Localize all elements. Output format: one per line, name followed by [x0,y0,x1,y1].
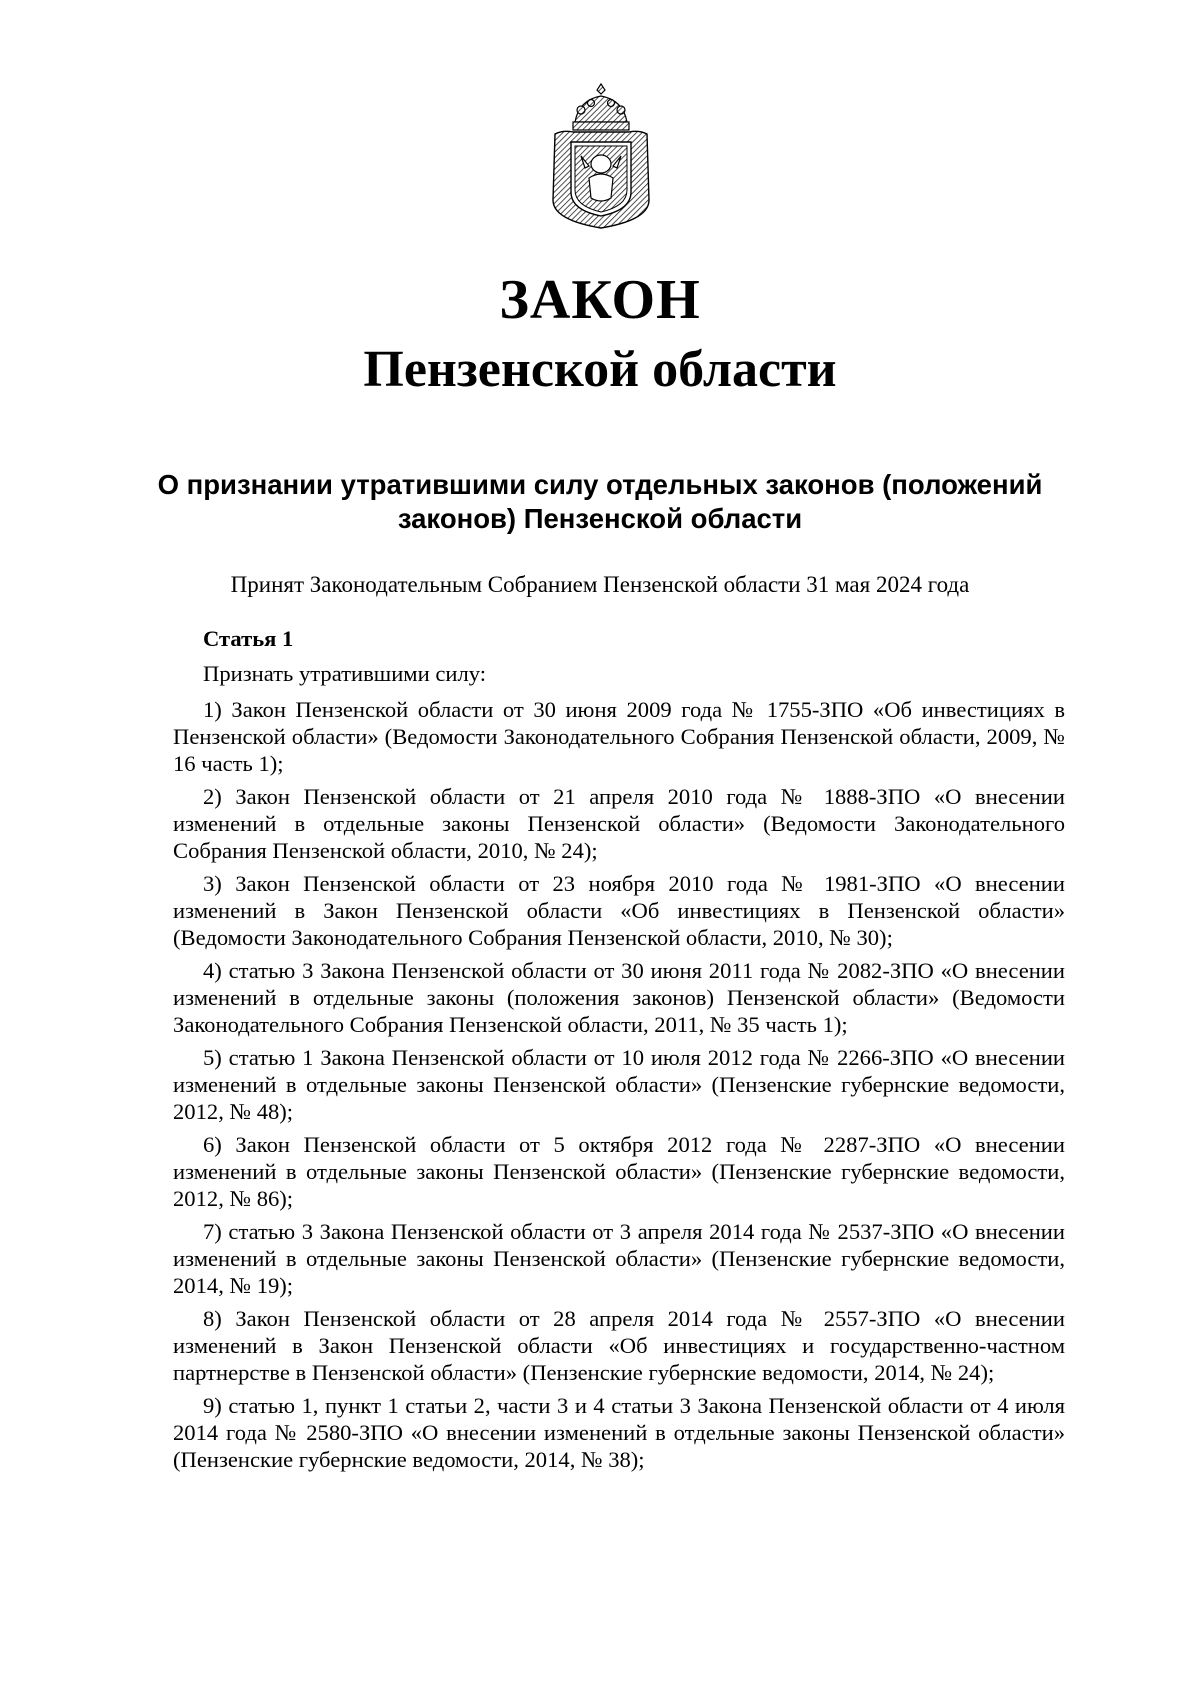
list-item: 6) Закон Пензенской области от 5 октября 2012 года № 2287-ЗПО «О внесении изменений в отдельные законы Пензенской области» (Пензенские губернские ведомости, 2012, № 86); [173,1132,1065,1211]
law-title: ЗАКОН [499,269,701,331]
article-intro: Признать утратившими силу: [203,661,487,686]
list-item: 4) статью 3 Закона Пензенской области от 30 июня 2011 года № 2082-ЗПО «О внесении изменений в отдельные законы (положения законов) Пензенской области» (Ведомости Законодательного Собрания Пензенской области, 2011, № 35 часть 1); [173,958,1065,1037]
list-item: 2) Закон Пензенской области от 21 апреля 2010 года № 1888-ЗПО «О внесении изменений в отдельные законы Пензенской области» (Ведомости Законодательного Собрания Пензенской области, 2010, № 24); [173,784,1065,863]
list-item: 3) Закон Пензенской области от 23 ноября 2010 года № 1981-ЗПО «О внесении изменений в Закон Пензенской области «Об инвестициях в Пензенской области» (Ведомости Законодательного Собрания Пензенской области, 2010, № 30); [173,871,1065,950]
list-item: 5) статью 1 Закона Пензенской области от 10 июля 2012 года № 2266-ЗПО «О внесении изменений в отдельные законы Пензенской области» (Пензенские губернские ведомости, 2012, № 48); [173,1045,1065,1124]
adoption-note: Принят Законодательным Собранием Пензенской области 31 мая 2024 года [230,572,970,597]
coat-of-arms-emblem [545,82,657,232]
list-item: 8) Закон Пензенской области от 28 апреля 2014 года № 2557-ЗПО «О внесении изменений в Закон Пензенской области «Об инвестициях и государственно-частном партнерстве в Пензенской области» (Пензенские губернские ведомости, 2014, № 24); [173,1306,1065,1385]
article-heading: Статья 1 [203,626,294,651]
list-item: 7) статью 3 Закона Пензенской области от 3 апреля 2014 года № 2537-ЗПО «О внесении изменений в отдельные законы Пензенской области» (Пензенские губернские ведомости, 2014, № 19); [173,1219,1065,1298]
law-body [173,625,1065,1479]
list-item: 9) статью 1, пункт 1 статьи 2, части 3 и 4 статьи 3 Закона Пензенской области от 4 июля 2014 года № 2580-ЗПО «О внесении изменений в отдельные законы Пензенской области» (Пензенские губернские ведомости, 2014, № 38); [173,1393,1065,1472]
law-region-title: Пензенской области [363,341,837,398]
list-item: 1) Закон Пензенской области от 30 июня 2009 года № 1755-ЗПО «Об инвестициях в Пензенской области» (Ведомости Законодательного Собрания Пензенской области, 2009, № 16 часть 1); [173,697,1065,776]
law-subject: О признании утратившими силу отдельных законов (положений законов) Пензенской области [157,469,1043,534]
